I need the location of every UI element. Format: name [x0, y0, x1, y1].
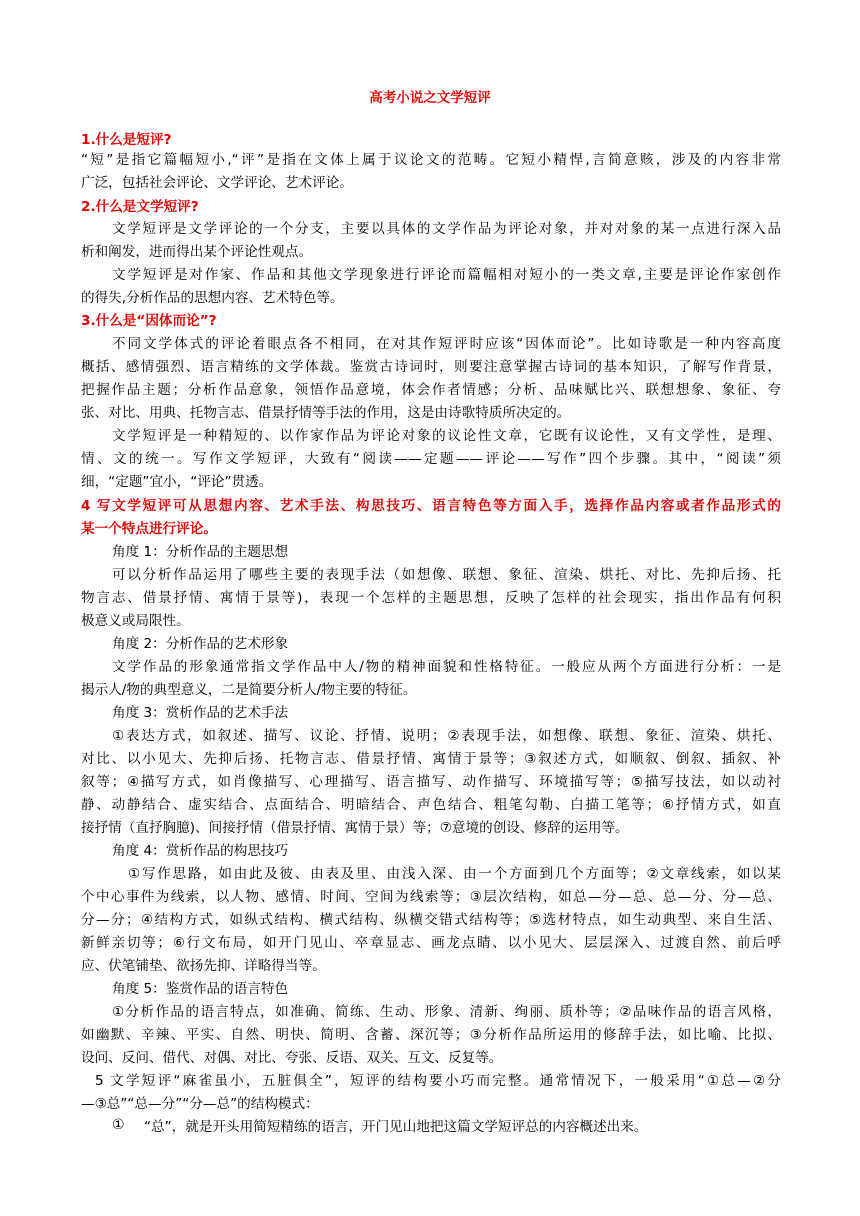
text-line: 把握作品主题；分析作品意象，领悟作品意境，体会作者情感；分析、品味赋比兴、联想想象、象征、夸 [81, 382, 781, 398]
text-line: “短”是指它篇幅短小,“评”是指在文体上属于议论文的范畴。它短小精悍,言简意赅，涉及的内容非常 [81, 152, 781, 168]
text-line: 文学短评是一种精短的、以作家作品为评论对象的议论性文章，它既有议论性，又有文学性，是理、 [112, 428, 781, 444]
text-line: 文学短评是文学评论的一个分支，主要以具体的文学作品为评论对象，并对对象的某一点进行深入品 [112, 221, 781, 237]
text-line: 4 写文学短评可从思想内容、艺术手法、构思技巧、语言特色等方面入手，选择作品内容或者作品形式的 [81, 498, 781, 514]
text-line: 设问、反问、借代、对偶、对比、夸张、反语、双关、互文、反复等。 [81, 1050, 503, 1066]
text-line: 概括、感情强烈、语言精练的文学体裁。鉴赏古诗词时，则要注意掌握古诗词的基本知识，了解写作背景， [81, 359, 781, 375]
text-line: 对比、以小见大、先抑后扬、托物言志、借景抒情、寓情于景等；③叙述方式，如顺叙、倒叙、插叙、补 [81, 751, 781, 767]
text-line: 叙等；④描写方式，如肖像描写、心理描写、语言描写、动作描写、环境描写等；⑤描写技法，如以动衬 [81, 774, 781, 790]
text-line: ①写作思路，如由此及彼、由表及里、由浅入深、由一个方面到几个方面等；②文章线索，如以某 [128, 866, 781, 882]
text-line: 应、伏笔铺垫、欲扬先抑、详略得当等。 [81, 958, 326, 974]
text-line: 揭示人/物的典型意义，二是简要分析人/物主要的特征。 [81, 682, 417, 698]
text-line: 角度 2：分析作品的艺术形象 [112, 636, 289, 652]
text-line: 不同文学体式的评论着眼点各不相同，在对其作短评时应该“因体而论”。比如诗歌是一种内容高度 [112, 336, 781, 352]
text-line: 情、文的统一。写作文学短评，大致有“阅读——定题——评论——写作”四个步骤。其中，“阅读”须 [81, 451, 781, 467]
text-line: 接抒情（直抒胸臆)、间接抒情（借景抒情、寓情于景）等；⑦意境的创设、修辞的运用等。 [81, 820, 629, 836]
text-line: —③总”“总—分”“分—总”的结构模式： [81, 1096, 319, 1112]
text-line: 静、动静结合、虚实结合、点面结合、明暗结合、声色结合、粗笔勾勒、白描工笔等；⑥抒情方式，如直 [81, 797, 781, 813]
text-line: 3.什么是“因体而论”? [81, 313, 217, 329]
text-line: ①分析作品的语言特点，如准确、简练、生动、形象、清新、绚丽、质朴等；②品味作品的语言风格， [112, 1004, 781, 1020]
text-line: 个中心事件为线索，以人物、感情、时间、空间为线索等；③层次结构，如总—分—总、总—分、分—总、 [81, 889, 781, 905]
text-line: 角度 3：赏析作品的艺术手法 [112, 705, 289, 721]
text-line: 角度 1：分析作品的主题思想 [112, 544, 289, 560]
list-marker: ① [112, 1117, 125, 1133]
text-line: 如幽默、辛辣、平实、自然、明快、简明、含蓄、深沉等；③分析作品所运用的修辞手法，如比喻、比拟、 [81, 1027, 781, 1043]
text-line: 文学短评是对作家、作品和其他文学现象进行评论而篇幅相对短小的一类文章,主要是评论作家创作 [112, 267, 781, 283]
text-line: 极意义或局限性。 [81, 613, 190, 629]
page-title: 高考小说之文学短评 [369, 90, 491, 106]
text-line: 1.什么是短评? [81, 132, 172, 148]
text-line: 物言志、借景抒情、寓情于景等)，表现一个怎样的主题思想，反映了怎样的社会现实，指出作品有何积 [81, 590, 781, 606]
text-line: 分—分；④结构方式，如纵式结构、横式结构、纵横交错式结构等；⑤选材特点，如生动典型、来自生活、 [81, 912, 781, 928]
text-line: “总”，就是开头用简短精练的语言，开门见山地把这篇文学短评总的内容概述出来。 [144, 1119, 648, 1135]
text-line: 文学作品的形象通常指文学作品中人/物的精神面貌和性格特征。一般应从两个方面进行分析：一是 [112, 659, 781, 675]
text-line: 某一个特点进行评论。 [81, 521, 217, 537]
text-line: 细，“定题”宜小，“评论”贯透。 [81, 474, 273, 490]
text-line: 析和阐发，进而得出某个评论性观点。 [81, 244, 313, 260]
text-line: 可以分析作品运用了哪些主要的表现手法（如想像、联想、象征、渲染、烘托、对比、先抑后扬、托 [112, 567, 781, 583]
text-line: 角度 5：鉴赏作品的语言特色 [112, 981, 289, 997]
text-line: 的得失,分析作品的思想内容、艺术特色等。 [81, 290, 344, 306]
text-line: ①表达方式，如叙述、描写、议论、抒情、说明；②表现手法，如想像、联想、象征、渲染、烘托、 [112, 728, 781, 744]
text-line: 5 文学短评“麻雀虽小，五脏俱全”，短评的结构要小巧而完整。通常情况下，一般采用“①总—②分 [95, 1073, 781, 1089]
text-line: 张、对比、用典、托物言志、借景抒情等手法的作用，这是由诗歌特质所决定的。 [81, 405, 571, 421]
text-line: 2.什么是文学短评? [81, 199, 199, 215]
text-line: 角度 4：赏析作品的构思技巧 [112, 843, 289, 859]
text-line: 新鲜亲切等；⑥行文布局，如开门见山、卒章显志、画龙点睛、以小见大、层层深入、过渡自然、前后呼 [81, 935, 781, 951]
text-line: 广泛，包括社会评论、文学评论、艺术评论。 [81, 175, 353, 191]
